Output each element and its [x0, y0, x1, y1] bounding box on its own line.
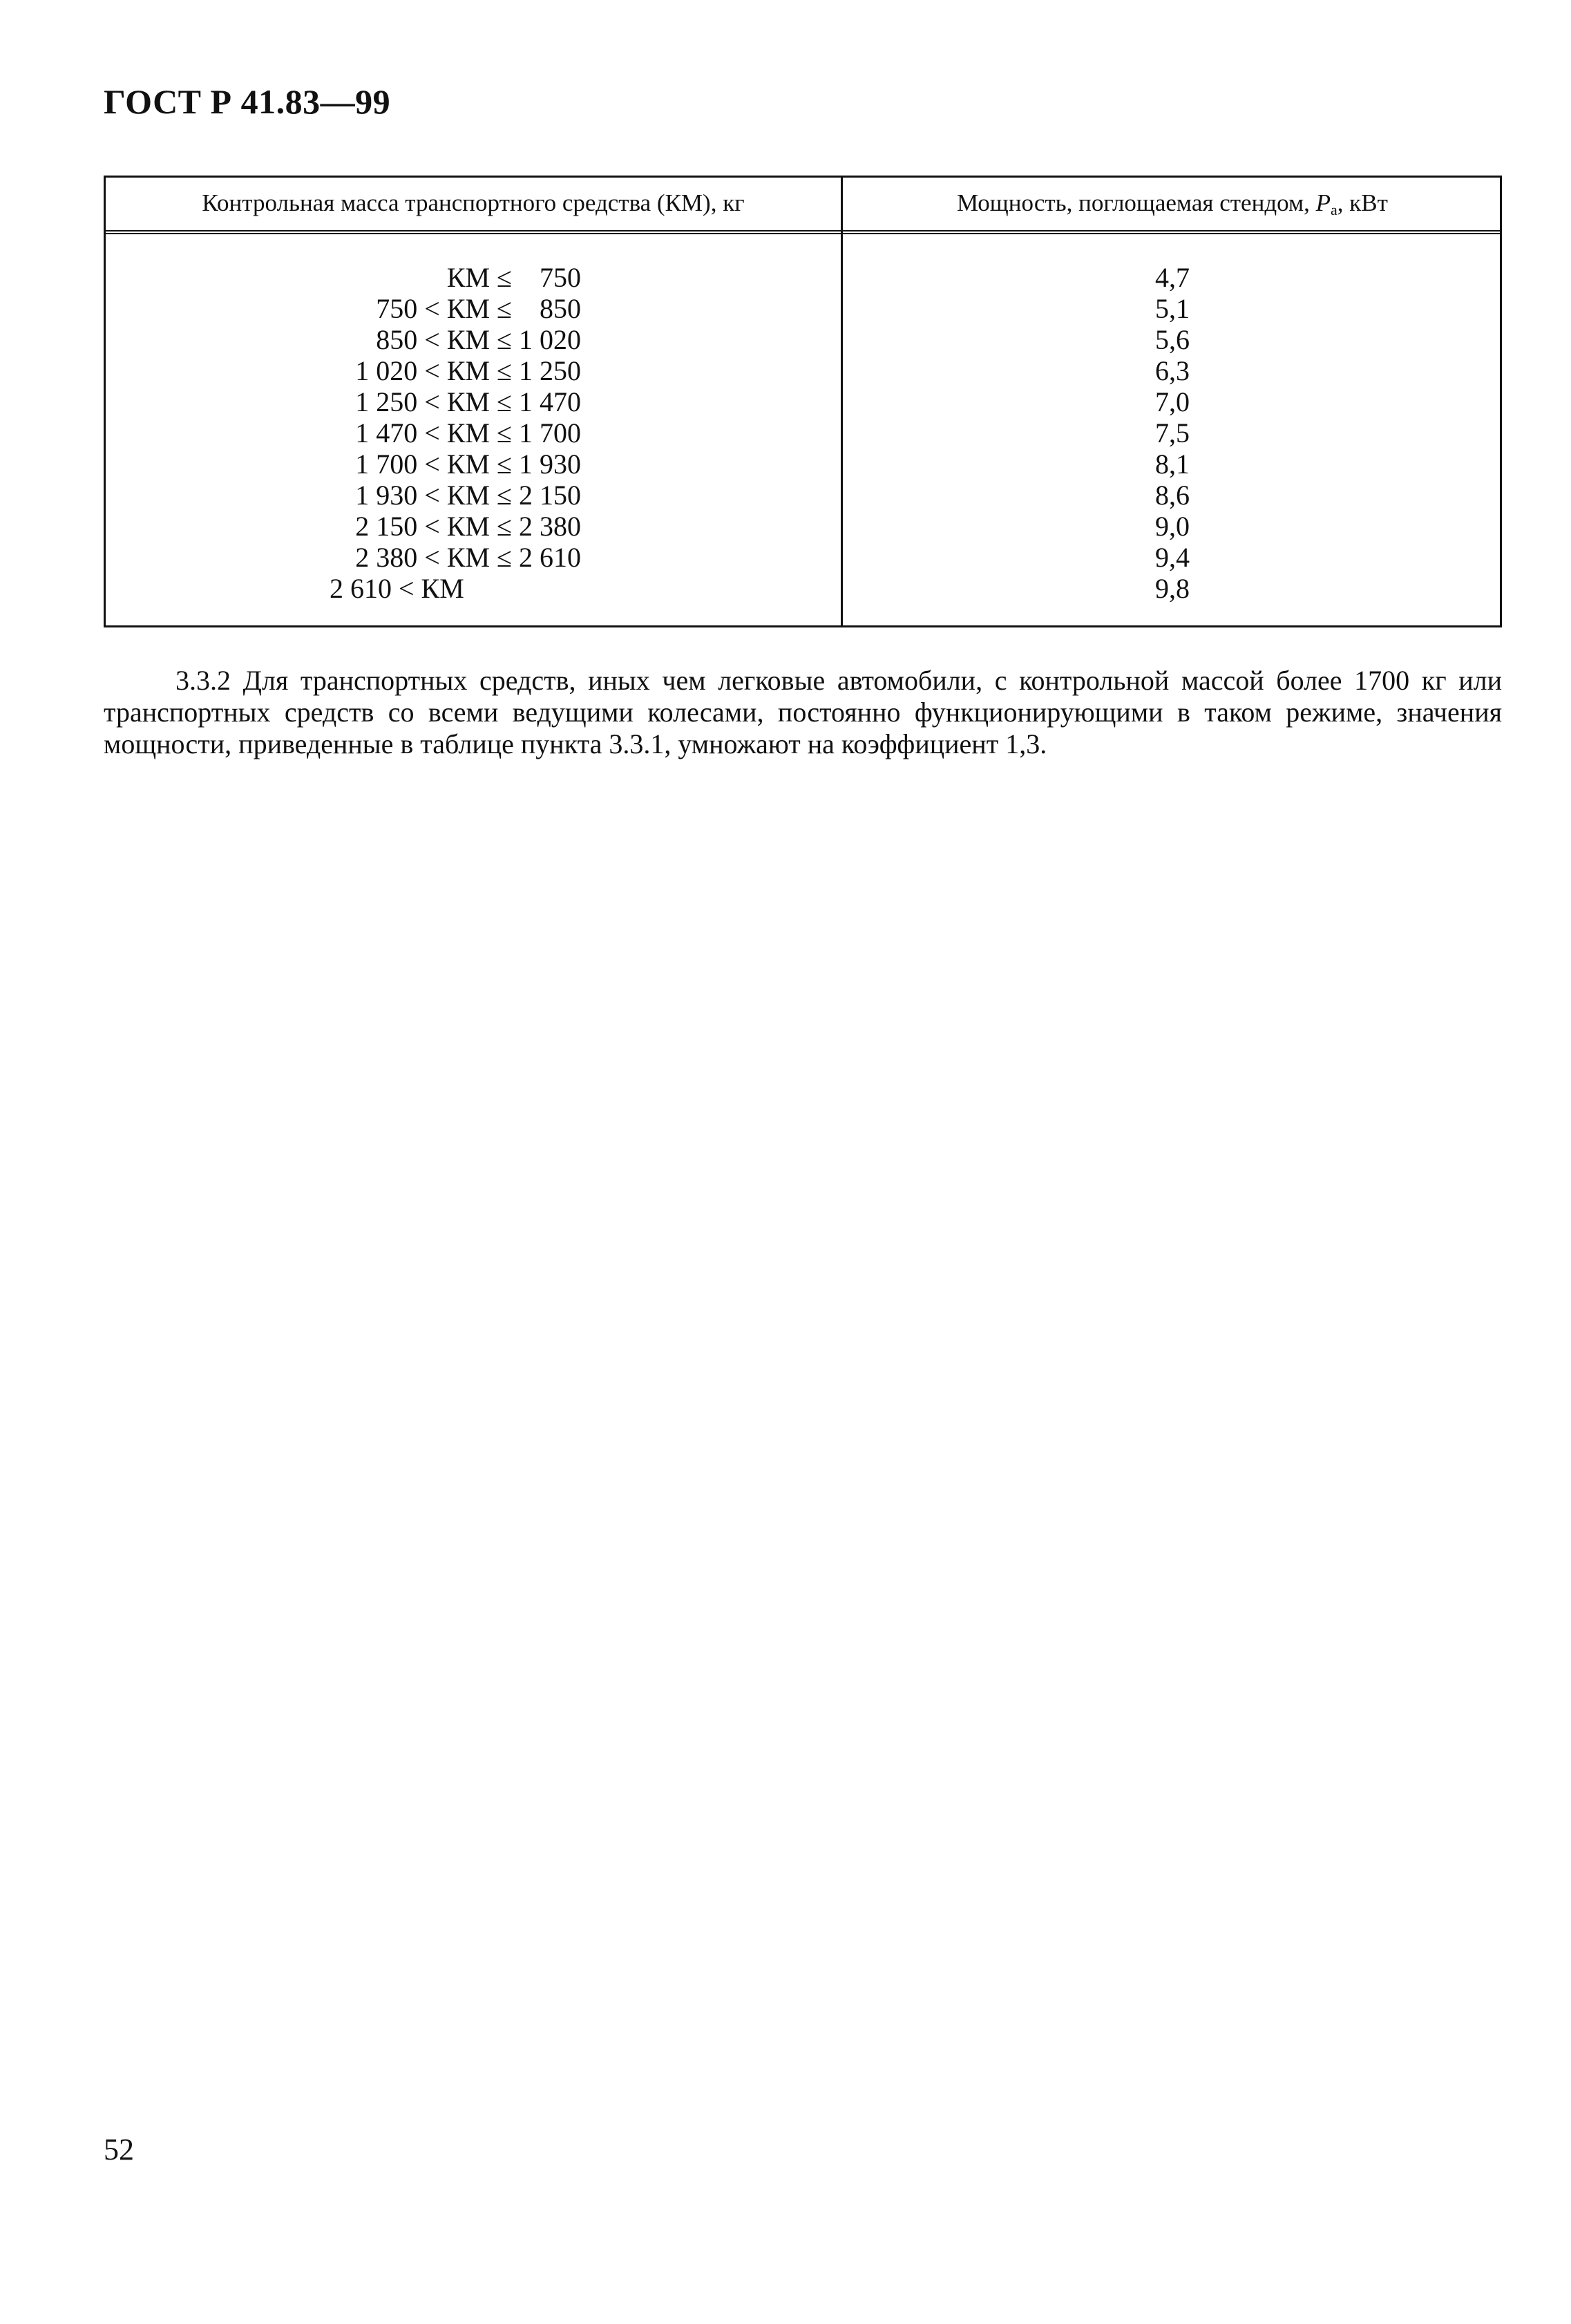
power-header-text: Мощность, поглощаемая стендом,: [957, 189, 1316, 216]
paragraph-3-3-2: 3.3.2 Для транспортных средств, иных чем легковые автомобили, с контрольной массой более 1700 кг или транспортных средств со всеми ведущими колесами, постоянно функционирующими в таком режиме, значения мощности, приведенные в таблице пункта 3.3.1, умножают на коэффициент 1,3.: [104, 665, 1502, 759]
table-row: [106, 417, 1500, 448]
power-value-cell: 4,7: [1155, 262, 1190, 293]
mass-range-cell: 1 250 < КМ ≤ 1 470: [355, 386, 581, 417]
table-row: [106, 355, 1500, 386]
mass-range-cell: 1 470 < КМ ≤ 1 700: [355, 417, 581, 448]
power-value-cell: 5,6: [1155, 324, 1190, 355]
page-number: 52: [104, 2133, 134, 2166]
mass-column-header: Контрольная масса транспортного средства (КМ), кг: [202, 189, 745, 216]
mass-range-cell: 850 < КМ ≤ 1 020: [376, 324, 581, 355]
power-value-cell: 9,8: [1155, 573, 1190, 604]
power-value-cell: 8,1: [1155, 448, 1190, 480]
power-value-cell: 5,1: [1155, 293, 1190, 324]
table-row: [106, 386, 1500, 417]
mass-range-cell: 2 150 < КМ ≤ 2 380: [355, 511, 581, 542]
table-row: [106, 324, 1500, 355]
header-rule: [106, 230, 1500, 234]
power-value-cell: 9,0: [1155, 511, 1190, 542]
mass-range-cell: 2 610 < КМ: [330, 573, 464, 604]
table-row: [106, 293, 1500, 324]
table-row: [106, 262, 1500, 293]
table-row: [106, 573, 1500, 604]
power-column-header: [843, 186, 1502, 227]
table-body: [106, 262, 1500, 604]
table-row: [106, 542, 1500, 573]
power-symbol-subscript: a: [1331, 201, 1337, 218]
power-header-unit: , кВт: [1337, 189, 1388, 216]
mass-range-cell: КМ ≤ 750: [446, 262, 581, 293]
power-value-cell: 6,3: [1155, 355, 1190, 386]
table-row: [106, 511, 1500, 542]
power-value-cell: 7,5: [1155, 417, 1190, 448]
table-row: [106, 480, 1500, 511]
power-value-cell: 9,4: [1155, 542, 1190, 573]
power-symbol: [1316, 189, 1337, 216]
document-header: ГОСТ Р 41.83—99: [104, 82, 391, 121]
table-row: [106, 448, 1500, 480]
mass-range-cell: 2 380 < КМ ≤ 2 610: [355, 542, 581, 573]
power-symbol-letter: P: [1315, 189, 1331, 216]
mass-range-cell: 750 < КМ ≤ 850: [376, 293, 581, 324]
mass-range-cell: 1 020 < КМ ≤ 1 250: [355, 355, 581, 386]
power-value-cell: 8,6: [1155, 480, 1190, 511]
mass-range-cell: 1 930 < КМ ≤ 2 150: [355, 480, 581, 511]
power-table: [104, 176, 1502, 627]
mass-range-cell: 1 700 < КМ ≤ 1 930: [355, 448, 581, 480]
power-value-cell: 7,0: [1155, 386, 1190, 417]
